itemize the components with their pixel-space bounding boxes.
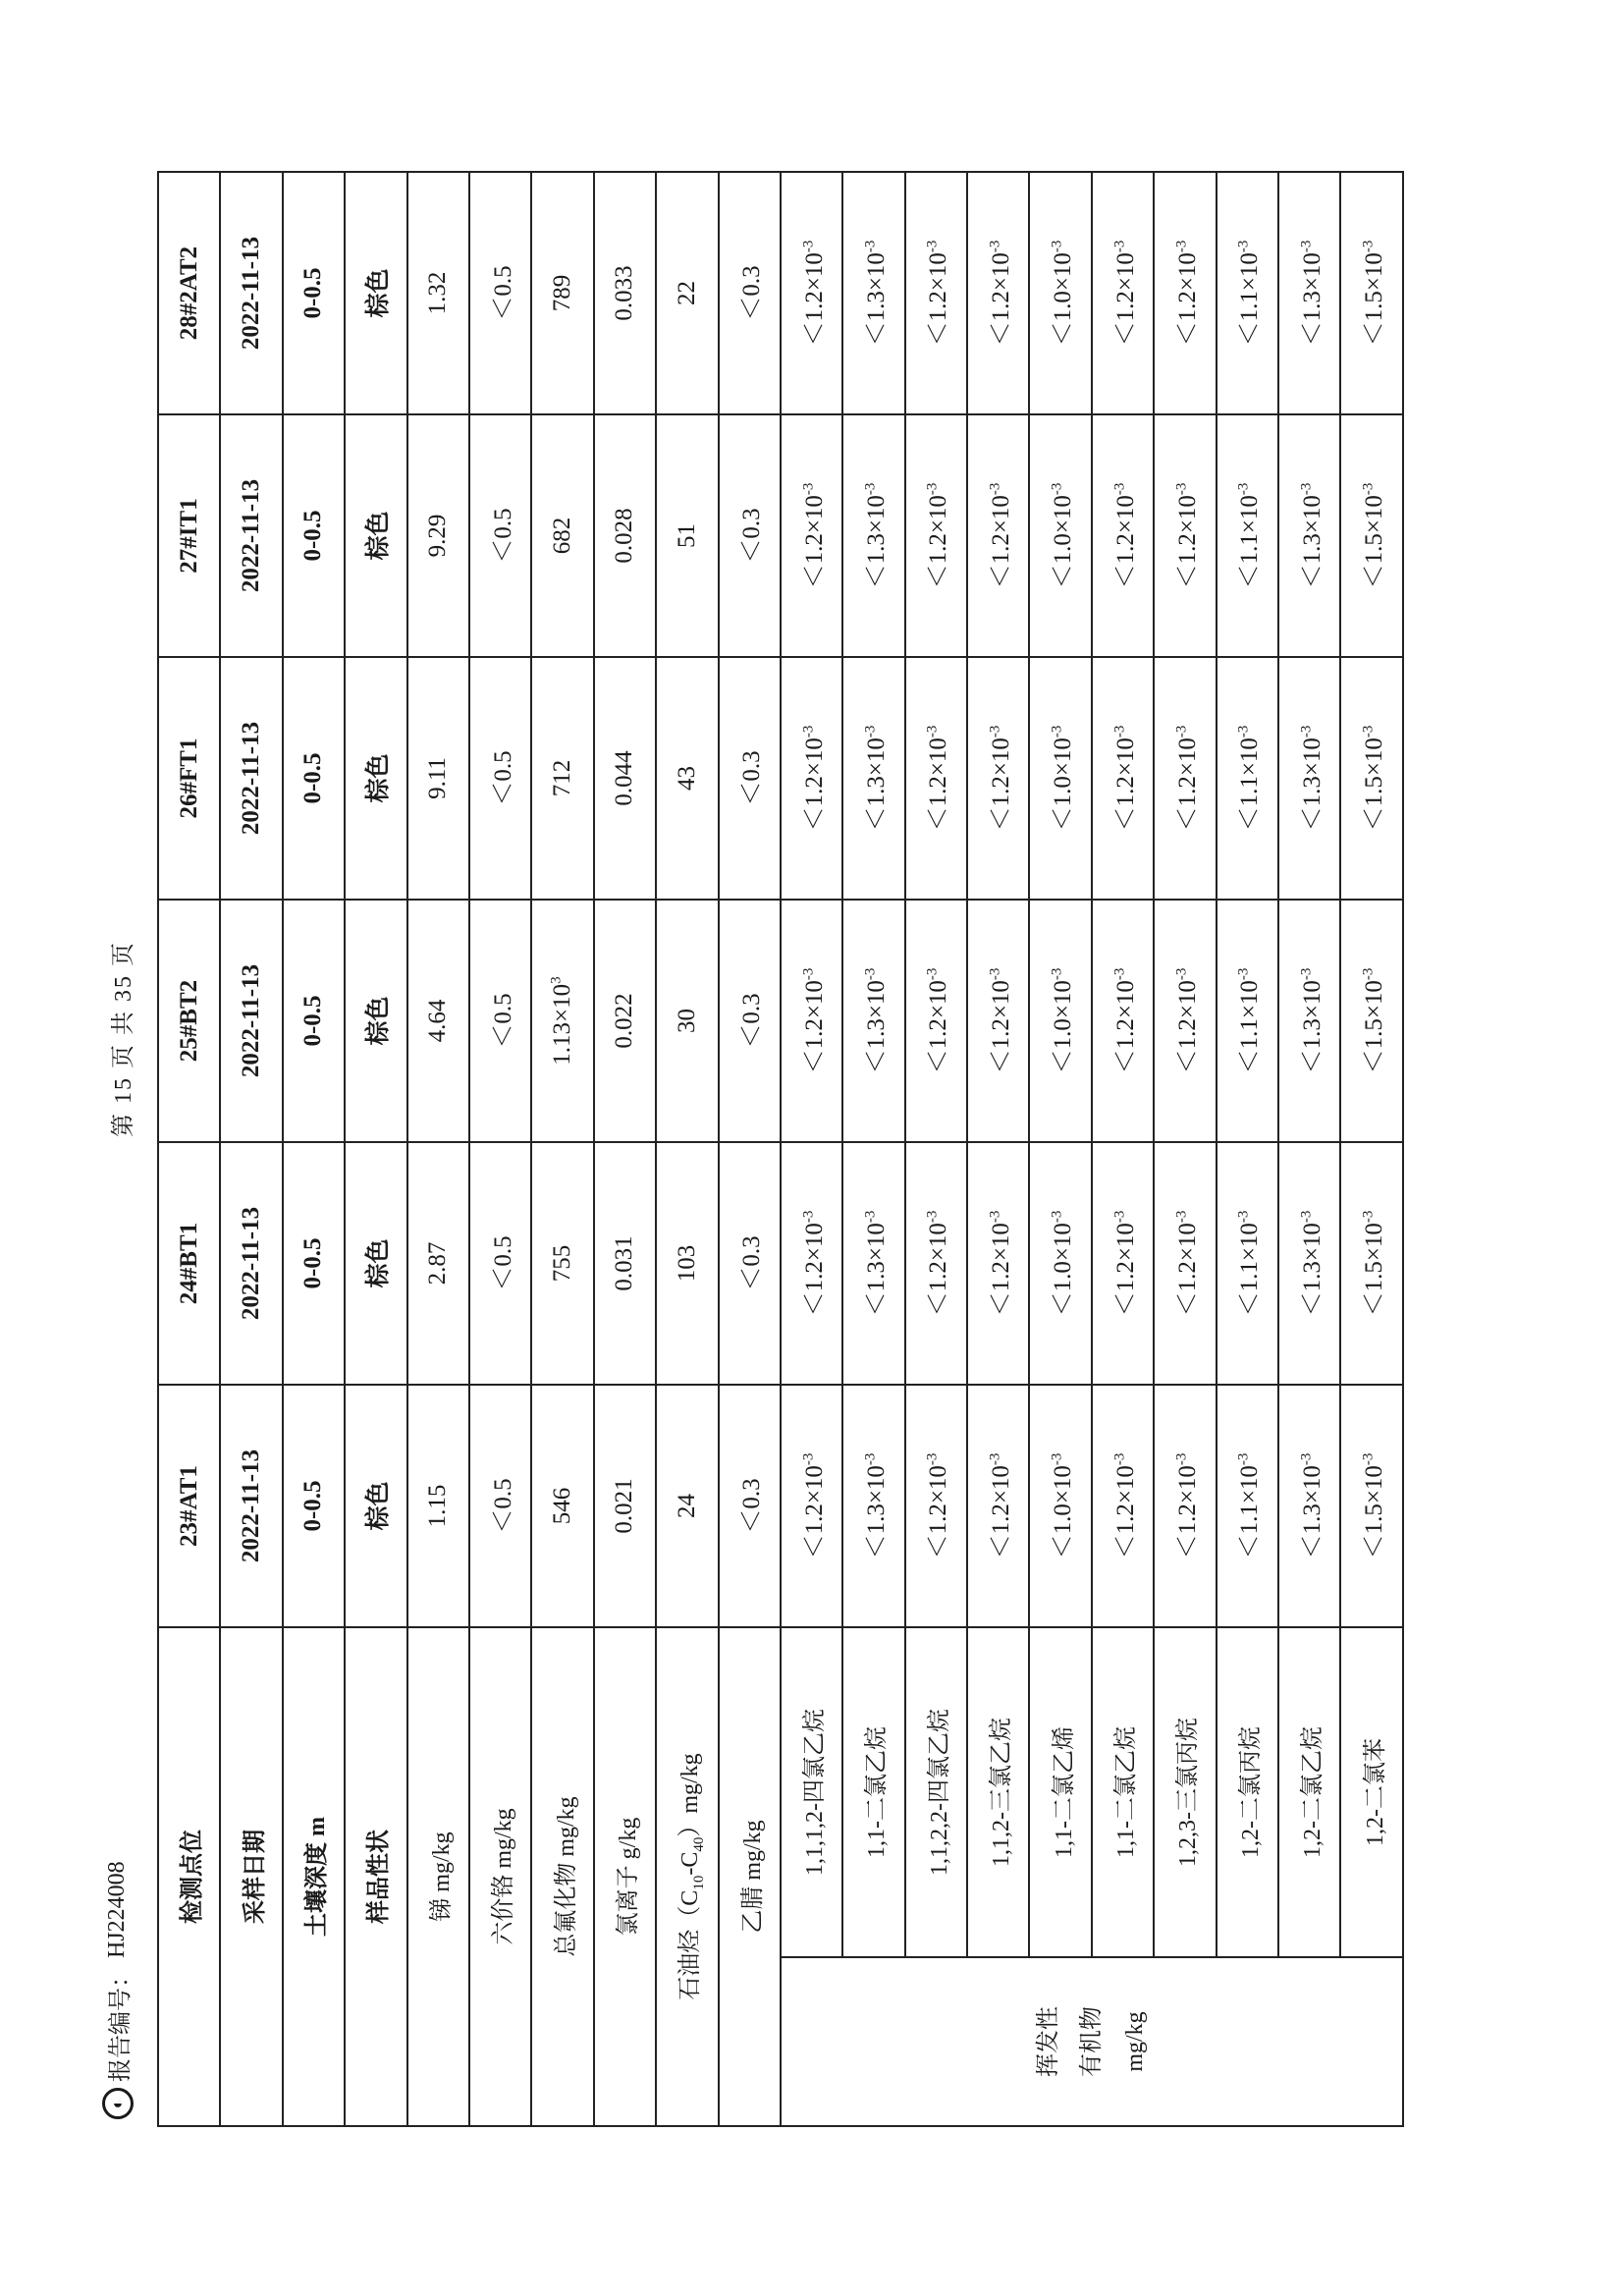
cell-nature: 棕色 xyxy=(345,1385,406,1627)
voc-value: $<1.2\times 10^{-3}$ xyxy=(905,414,967,657)
cell-depth: 0-0.5 xyxy=(283,414,345,657)
voc-value: $<1.0\times 10^{-3}$ xyxy=(1029,414,1091,657)
voc-compound-name: 1,1,2,2-四氯乙烷 xyxy=(905,1627,967,1957)
voc-row xyxy=(905,172,967,2126)
voc-value: $<1.3\times 10^{-3}$ xyxy=(842,1385,904,1627)
cell-chloride: 0.031 xyxy=(594,1142,656,1385)
cell-tph: 30 xyxy=(656,900,718,1142)
voc-value: $<1.2\times 10^{-3}$ xyxy=(1092,1385,1154,1627)
voc-value: $<1.1\times 10^{-3}$ xyxy=(1217,1142,1278,1385)
voc-value: $<1.1\times 10^{-3}$ xyxy=(1217,657,1278,900)
label-nature: 样品性状 xyxy=(345,1627,406,2126)
voc-value: $<1.3\times 10^{-3}$ xyxy=(842,1142,904,1385)
voc-row xyxy=(1092,172,1154,2126)
row-depth xyxy=(283,172,345,2126)
voc-value: $<1.2\times 10^{-3}$ xyxy=(1154,900,1216,1142)
label-acetonitrile: 乙腈 mg/kg xyxy=(719,1627,781,2126)
report-number: HJ224008 xyxy=(104,1861,130,1958)
results-table xyxy=(157,171,1404,2127)
voc-group-label: 挥发性 有机物 mg/kg xyxy=(781,1957,1403,2126)
voc-value: $<1.2\times 10^{-3}$ xyxy=(967,172,1029,414)
row-nature xyxy=(345,172,406,2126)
cell-fluoride: 712 xyxy=(531,657,593,900)
label-sb: 锑 mg/kg xyxy=(407,1627,469,2126)
voc-compound-name: 1,1-二氯乙烷 xyxy=(842,1627,904,1957)
voc-value: $<1.2\times 10^{-3}$ xyxy=(905,900,967,1142)
voc-value: $<1.2\times 10^{-3}$ xyxy=(967,414,1029,657)
cell-depth: 0-0.5 xyxy=(283,1385,345,1627)
label-site: 检测点位 xyxy=(158,1627,220,2126)
voc-value: $<1.0\times 10^{-3}$ xyxy=(1029,657,1091,900)
cell-sb: 9.29 xyxy=(407,414,469,657)
voc-compound-name: 1,2,3-三氯丙烷 xyxy=(1154,1627,1216,1957)
column-header: 28#2AT2 xyxy=(158,172,220,414)
row-cr6 xyxy=(469,172,531,2126)
row-date xyxy=(220,172,282,2126)
report-number-label: 报告编号： xyxy=(108,1964,134,2082)
voc-value: $<1.5\times 10^{-3}$ xyxy=(1340,900,1402,1142)
voc-row xyxy=(1340,172,1402,2126)
cell-chloride: 0.022 xyxy=(594,900,656,1142)
voc-compound-name: 1,2-二氯丙烷 xyxy=(1217,1627,1278,1957)
row-sb xyxy=(407,172,469,2126)
cell-date: 2022-11-13 xyxy=(220,414,282,657)
cell-chloride: 0.028 xyxy=(594,414,656,657)
cell-tph: 24 xyxy=(656,1385,718,1627)
column-header: 26#FT1 xyxy=(158,657,220,900)
cell-nature: 棕色 xyxy=(345,657,406,900)
voc-value: $<1.2\times 10^{-3}$ xyxy=(1092,1142,1154,1385)
voc-value: $<1.2\times 10^{-3}$ xyxy=(905,657,967,900)
cell-tph: 22 xyxy=(656,172,718,414)
voc-value: $<1.1\times 10^{-3}$ xyxy=(1217,172,1278,414)
voc-value: $<1.0\times 10^{-3}$ xyxy=(1029,172,1091,414)
voc-value: $<1.5\times 10^{-3}$ xyxy=(1340,414,1402,657)
voc-value: $<1.2\times 10^{-3}$ xyxy=(967,1142,1029,1385)
voc-row xyxy=(1217,172,1278,2126)
cell-fluoride: 682 xyxy=(531,414,593,657)
voc-compound-name: 1,2-二氯乙烷 xyxy=(1278,1627,1340,1957)
page-number: 第 15 页 共 35 页 xyxy=(111,941,136,1137)
row-chloride xyxy=(594,172,656,2126)
voc-value: $<1.3\times 10^{-3}$ xyxy=(1278,172,1340,414)
cell-date: 2022-11-13 xyxy=(220,657,282,900)
voc-compound-name: 1,1-二氯乙烯 xyxy=(1029,1627,1091,1957)
row-acetonitrile xyxy=(719,172,781,2126)
cell-date: 2022-11-13 xyxy=(220,172,282,414)
cell-cr6: ＜0.5 xyxy=(469,172,531,414)
voc-value: $<1.2\times 10^{-3}$ xyxy=(905,172,967,414)
voc-compound-name: 1,1,1,2-四氯乙烷 xyxy=(781,1627,842,1957)
cell-cr6: ＜0.5 xyxy=(469,1142,531,1385)
cell-cr6: ＜0.5 xyxy=(469,657,531,900)
voc-value: $<1.1\times 10^{-3}$ xyxy=(1217,900,1278,1142)
voc-value: $<1.2\times 10^{-3}$ xyxy=(781,1385,842,1627)
label-chloride: 氯离子 g/kg xyxy=(594,1627,656,2126)
label-date: 采样日期 xyxy=(220,1627,282,2126)
voc-value: $<1.2\times 10^{-3}$ xyxy=(781,1142,842,1385)
voc-value: $<1.5\times 10^{-3}$ xyxy=(1340,172,1402,414)
voc-value: $<1.5\times 10^{-3}$ xyxy=(1340,1385,1402,1627)
label-tph: 石油烃$(C_{10}-C_{40})mg/kg$ xyxy=(656,1627,718,2126)
voc-value: $<1.3\times 10^{-3}$ xyxy=(842,414,904,657)
voc-value: $<1.3\times 10^{-3}$ xyxy=(1278,414,1340,657)
voc-value: $<1.2\times 10^{-3}$ xyxy=(905,1385,967,1627)
cell-fluoride: 546 xyxy=(531,1385,593,1627)
voc-value: $<1.3\times 10^{-3}$ xyxy=(1278,1142,1340,1385)
voc-value: $<1.3\times 10^{-3}$ xyxy=(842,657,904,900)
cell-chloride: 0.033 xyxy=(594,172,656,414)
cell-acetonitrile: ＜0.3 xyxy=(719,900,781,1142)
column-header: 24#BT1 xyxy=(158,1142,220,1385)
voc-value: $<1.2\times 10^{-3}$ xyxy=(781,414,842,657)
voc-value: $<1.2\times 10^{-3}$ xyxy=(1092,657,1154,900)
voc-value: $<1.3\times 10^{-3}$ xyxy=(1278,657,1340,900)
cell-acetonitrile: ＜0.3 xyxy=(719,657,781,900)
cell-fluoride: 755 xyxy=(531,1142,593,1385)
voc-value: $<1.2\times 10^{-3}$ xyxy=(1092,900,1154,1142)
voc-row xyxy=(1154,172,1216,2126)
voc-value: $<1.2\times 10^{-3}$ xyxy=(1154,172,1216,414)
cell-depth: 0-0.5 xyxy=(283,657,345,900)
cell-sb: 9.11 xyxy=(407,657,469,900)
column-header: 27#IT1 xyxy=(158,414,220,657)
voc-compound-name: 1,2-二氯苯 xyxy=(1340,1627,1402,1957)
voc-value: $<1.0\times 10^{-3}$ xyxy=(1029,1142,1091,1385)
report-header xyxy=(100,1861,135,2119)
cell-acetonitrile: ＜0.3 xyxy=(719,1142,781,1385)
voc-value: $<1.3\times 10^{-3}$ xyxy=(1278,900,1340,1142)
cell-acetonitrile: ＜0.3 xyxy=(719,414,781,657)
voc-value: $<1.2\times 10^{-3}$ xyxy=(1154,1142,1216,1385)
cell-sb: 4.64 xyxy=(407,900,469,1142)
cell-sb: 2.87 xyxy=(407,1142,469,1385)
cell-acetonitrile: ＜0.3 xyxy=(719,172,781,414)
logo-icon: ◐ xyxy=(102,2088,134,2119)
voc-value: $<1.2\times 10^{-3}$ xyxy=(1092,414,1154,657)
label-cr6: 六价铬 mg/kg xyxy=(469,1627,531,2126)
voc-value: $<1.2\times 10^{-3}$ xyxy=(781,172,842,414)
column-header: 25#BT2 xyxy=(158,900,220,1142)
voc-value: $<1.2\times 10^{-3}$ xyxy=(967,1385,1029,1627)
voc-value: $<1.3\times 10^{-3}$ xyxy=(842,172,904,414)
voc-compound-name: 1,1-二氯乙烷 xyxy=(1092,1627,1154,1957)
cell-tph: 51 xyxy=(656,414,718,657)
label-depth: 土壤深度 m xyxy=(283,1627,345,2126)
cell-nature: 棕色 xyxy=(345,900,406,1142)
voc-value: $<1.2\times 10^{-3}$ xyxy=(781,657,842,900)
voc-value: $<1.2\times 10^{-3}$ xyxy=(1154,657,1216,900)
cell-chloride: 0.021 xyxy=(594,1385,656,1627)
voc-value: $<1.0\times 10^{-3}$ xyxy=(1029,900,1091,1142)
row-site xyxy=(158,172,220,2126)
voc-value: $<1.2\times 10^{-3}$ xyxy=(967,900,1029,1142)
cell-fluoride: 789 xyxy=(531,172,593,414)
voc-value: $<1.5\times 10^{-3}$ xyxy=(1340,657,1402,900)
voc-row xyxy=(1029,172,1091,2126)
label-fluoride: 总氟化物 mg/kg xyxy=(531,1627,593,2126)
voc-value: $<1.3\times 10^{-3}$ xyxy=(1278,1385,1340,1627)
voc-value: $<1.2\times 10^{-3}$ xyxy=(1154,414,1216,657)
voc-row xyxy=(781,172,842,2126)
voc-value: $<1.2\times 10^{-3}$ xyxy=(1092,172,1154,414)
voc-row xyxy=(842,172,904,2126)
cell-date: 2022-11-13 xyxy=(220,1385,282,1627)
cell-depth: 0-0.5 xyxy=(283,172,345,414)
cell-tph: 103 xyxy=(656,1142,718,1385)
row-fluoride xyxy=(531,172,593,2126)
row-tph xyxy=(656,172,718,2126)
voc-value: $<1.2\times 10^{-3}$ xyxy=(967,657,1029,900)
voc-row xyxy=(967,172,1029,2126)
cell-nature: 棕色 xyxy=(345,1142,406,1385)
voc-value: $<1.5\times 10^{-3}$ xyxy=(1340,1142,1402,1385)
voc-value: $<1.2\times 10^{-3}$ xyxy=(781,900,842,1142)
column-header: 23#AT1 xyxy=(158,1385,220,1627)
cell-cr6: ＜0.5 xyxy=(469,900,531,1142)
cell-acetonitrile: ＜0.3 xyxy=(719,1385,781,1627)
cell-depth: 0-0.5 xyxy=(283,1142,345,1385)
cell-cr6: ＜0.5 xyxy=(469,414,531,657)
cell-sb: 1.15 xyxy=(407,1385,469,1627)
voc-value: $<1.3\times 10^{-3}$ xyxy=(842,900,904,1142)
cell-cr6: ＜0.5 xyxy=(469,1385,531,1627)
cell-tph: 43 xyxy=(656,657,718,900)
voc-value: $<1.2\times 10^{-3}$ xyxy=(905,1142,967,1385)
voc-value: $<1.2\times 10^{-3}$ xyxy=(1154,1385,1216,1627)
cell-sb: 1.32 xyxy=(407,172,469,414)
voc-compound-name: 1,1,2-三氯乙烷 xyxy=(967,1627,1029,1957)
cell-date: 2022-11-13 xyxy=(220,1142,282,1385)
cell-chloride: 0.044 xyxy=(594,657,656,900)
voc-value: $<1.0\times 10^{-3}$ xyxy=(1029,1385,1091,1627)
cell-depth: 0-0.5 xyxy=(283,900,345,1142)
voc-row xyxy=(1278,172,1340,2126)
cell-nature: 棕色 xyxy=(345,172,406,414)
voc-value: $<1.1\times 10^{-3}$ xyxy=(1217,414,1278,657)
cell-date: 2022-11-13 xyxy=(220,900,282,1142)
cell-fluoride: $1.13\times 10^3$ xyxy=(531,900,593,1142)
voc-value: $<1.1\times 10^{-3}$ xyxy=(1217,1385,1278,1627)
cell-nature: 棕色 xyxy=(345,414,406,657)
